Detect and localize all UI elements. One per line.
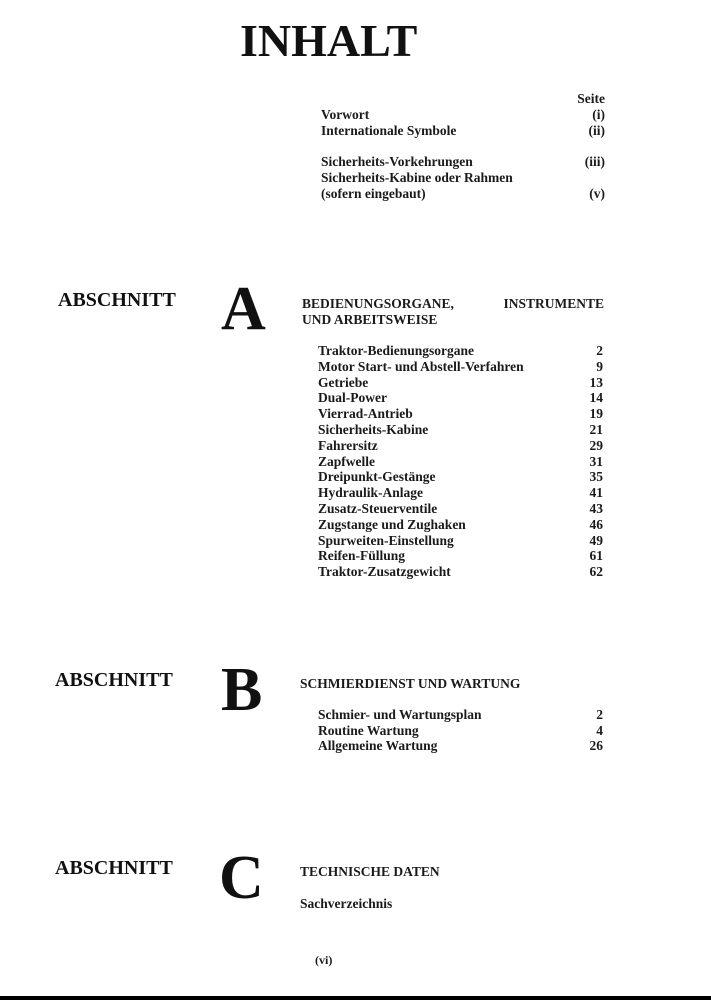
toc-entry (318, 390, 603, 406)
toc-page: 2 (596, 343, 603, 358)
toc-label: Spurweiten-Einstellung (318, 532, 454, 548)
page-number: (vi) (315, 953, 333, 967)
toc-label: Zusatz-Steuerventile (318, 501, 438, 516)
toc-label: Traktor-Bedienungsorgane (318, 343, 475, 358)
toc-label: Traktor-Zusatzgewicht (318, 564, 451, 580)
toc-label: Getriebe (318, 374, 369, 390)
toc-label: Vorwort (321, 107, 370, 122)
section-c-subtitle: Sachverzeichnis (300, 896, 393, 911)
toc-label: (sofern eingebaut) (321, 186, 426, 201)
toc-page: 13 (589, 374, 603, 390)
toc-page: 62 (589, 564, 603, 580)
toc-page: (i) (592, 107, 605, 122)
toc-entry (318, 564, 603, 580)
toc-page: 46 (589, 516, 603, 532)
toc-page: (ii) (588, 123, 605, 138)
toc-label: Motor Start- und Abstell-Verfahren (318, 358, 524, 374)
toc-entry (318, 723, 603, 739)
toc-label: Internationale Symbole (321, 123, 457, 138)
toc-page: 2 (596, 707, 603, 722)
toc-label: Dreipunkt-Gestänge (318, 469, 436, 485)
toc-entry (318, 438, 603, 454)
toc-label: Sicherheits-Kabine (318, 422, 429, 437)
toc-page: 26 (589, 738, 603, 753)
section-a-title (302, 296, 604, 312)
toc-page: 21 (589, 422, 603, 437)
toc-label: Sicherheits-Vorkehrungen (321, 154, 473, 169)
page-title: INHALT (240, 15, 418, 66)
section-a-label: ABSCHNITT (58, 289, 176, 311)
toc-page: 31 (589, 453, 603, 469)
page-column-header: Seite (577, 91, 605, 106)
section-c-letter: C (219, 844, 264, 912)
toc-entry (318, 375, 603, 391)
scan-edge-divider (0, 996, 711, 1000)
toc-page: (iii) (584, 154, 605, 169)
section-a-letter: A (221, 275, 266, 343)
toc-page: 43 (589, 501, 603, 516)
toc-page: 9 (596, 358, 603, 374)
toc-entry (318, 707, 603, 723)
section-c-label: ABSCHNITT (55, 857, 173, 879)
toc-page: (v) (589, 186, 605, 201)
toc-label: Zugstange und Zughaken (318, 516, 466, 532)
toc-label: Zapfwelle (318, 453, 375, 469)
toc-page: 14 (589, 390, 603, 406)
toc-label: Reifen-Füllung (318, 548, 406, 564)
toc-label: Dual-Power (318, 390, 387, 406)
toc-page: 49 (589, 532, 603, 548)
toc-entry (321, 186, 605, 202)
section-b-letter: B (221, 656, 263, 724)
toc-entry (321, 154, 605, 170)
toc-entry (318, 359, 603, 375)
toc-entry (321, 123, 605, 139)
section-a-title-line2: UND ARBEITSWEISE (302, 312, 438, 327)
toc-entry (318, 738, 603, 754)
toc-label: Schmier- und Wartungsplan (318, 707, 482, 722)
toc-entry (318, 501, 603, 517)
section-a-title-part: INSTRUMENTE (503, 296, 604, 311)
toc-page: 61 (589, 548, 603, 564)
toc-label: Sicherheits-Kabine oder Rahmen (321, 170, 513, 185)
toc-entry (318, 454, 603, 470)
toc-entry (318, 548, 603, 564)
toc-entry (318, 343, 603, 359)
toc-entry (318, 533, 603, 549)
toc-label: Vierrad-Antrieb (318, 406, 413, 422)
toc-page: 41 (589, 485, 603, 501)
section-a-title-part: BEDIENUNGSORGANE, (302, 296, 454, 311)
section-c-title: TECHNISCHE DATEN (300, 864, 440, 879)
toc-page: 19 (589, 406, 603, 422)
toc-entry (321, 170, 605, 186)
toc-entry (321, 107, 605, 123)
toc-page: 35 (589, 469, 603, 485)
section-b-label: ABSCHNITT (55, 669, 173, 691)
toc-label: Allgemeine Wartung (318, 738, 438, 753)
toc-entry (318, 517, 603, 533)
toc-label: Routine Wartung (318, 722, 419, 738)
toc-entry (318, 406, 603, 422)
toc-entry (318, 485, 603, 501)
toc-label: Hydraulik-Anlage (318, 485, 424, 501)
toc-page: 4 (596, 722, 603, 738)
toc-label: Fahrersitz (318, 437, 378, 453)
toc-entry (318, 422, 603, 438)
toc-entry (318, 469, 603, 485)
toc-page: 29 (589, 437, 603, 453)
section-b-title: SCHMIERDIENST UND WARTUNG (300, 676, 521, 691)
